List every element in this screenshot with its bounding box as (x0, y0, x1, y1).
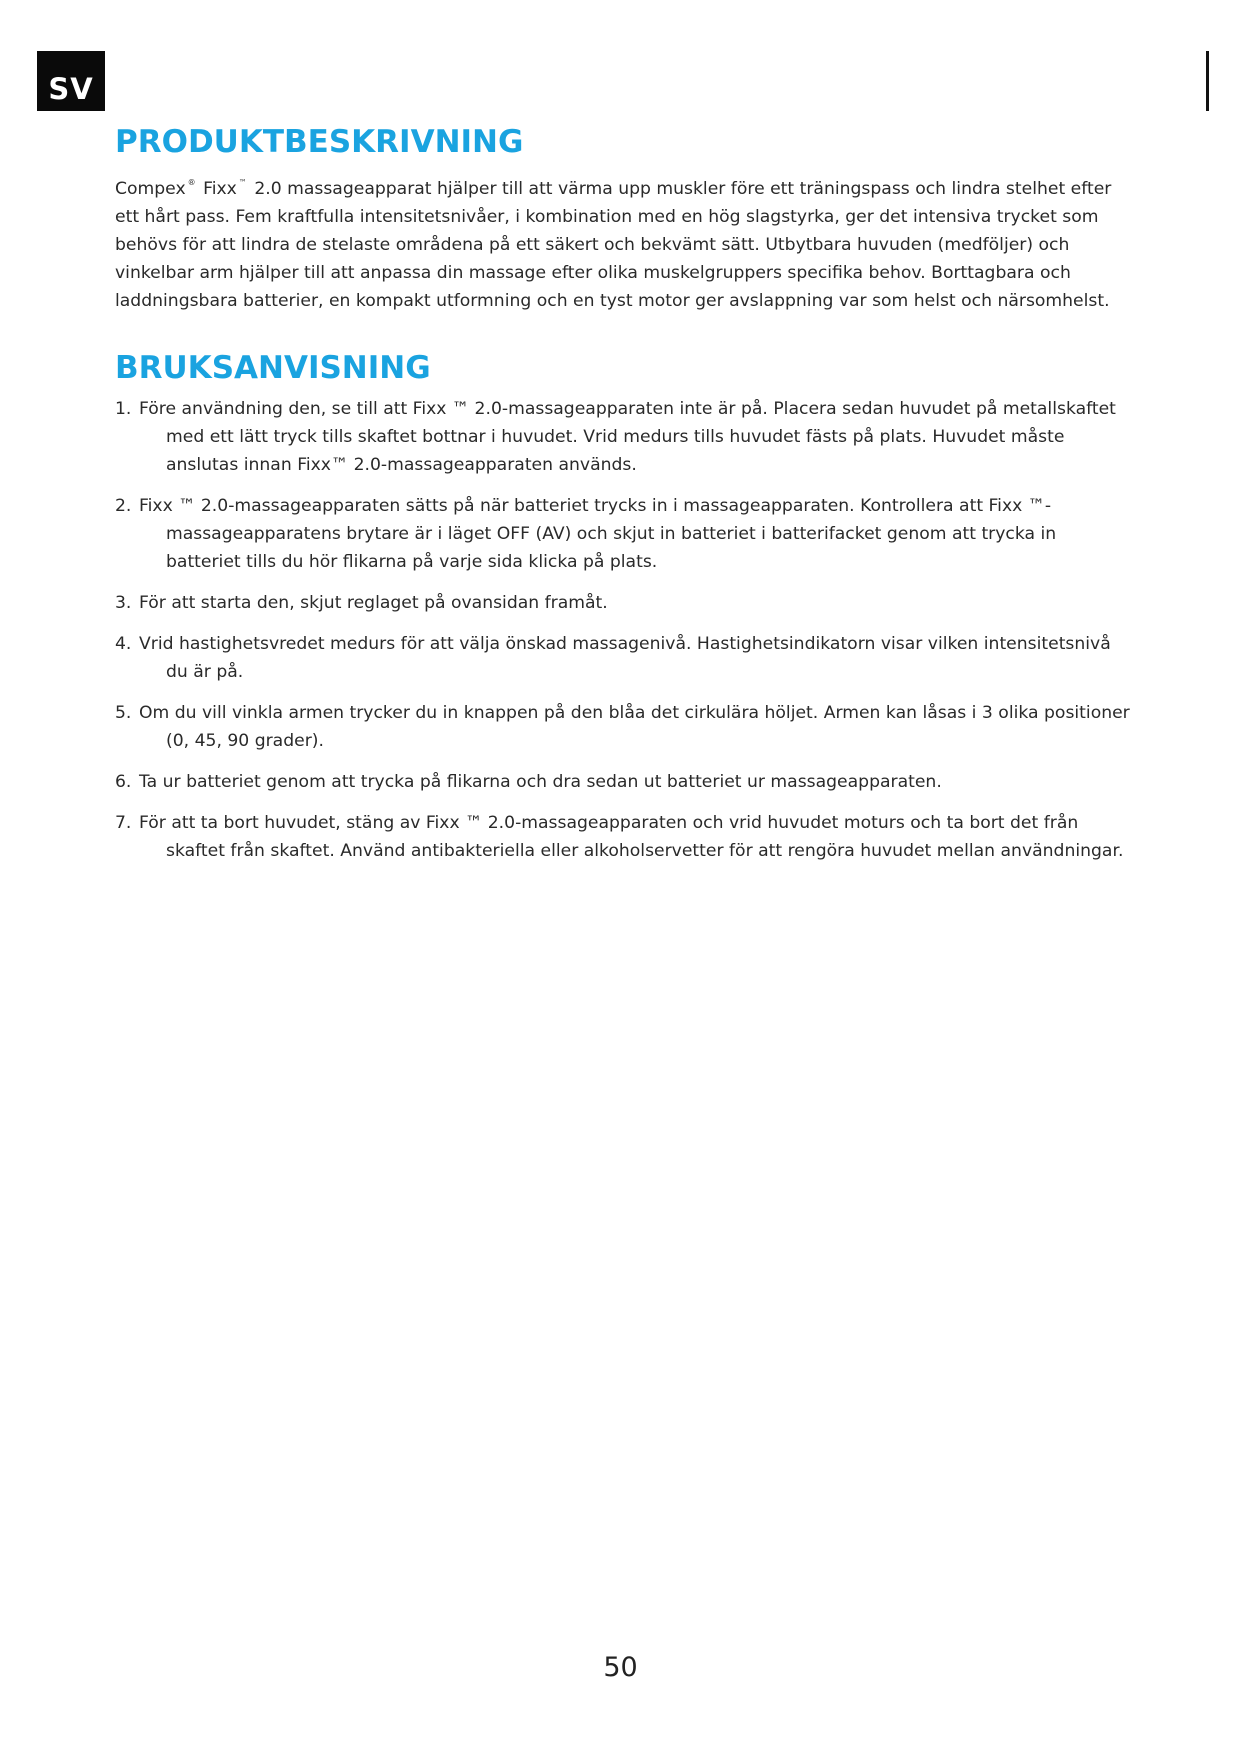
instruction-step (115, 395, 1135, 479)
instruction-step (115, 589, 1135, 617)
registered-mark: ® (187, 178, 196, 187)
step-text: Vrid hastighetsvredet medurs för att välja önskad massagenivå. Hastighetsindikatorn visar vilken intensitetsnivå du är på. (139, 634, 1111, 682)
instruction-list (115, 395, 1135, 878)
step-text: Om du vill vinkla armen trycker du in knappen på den blåa det cirkulära höljet. Armen kan låsas i 3 olika positioner (0, 45, 90 grader). (139, 703, 1130, 751)
corner-rule (1206, 51, 1209, 111)
step-text: Ta ur batteriet genom att trycka på flikarna och dra sedan ut batteriet ur massageapparaten. (139, 772, 942, 792)
section-title-instructions: BRUKSANVISNING (115, 350, 431, 386)
step-number: 4. (115, 634, 132, 654)
section-title-product-description: PRODUKTBESKRIVNING (115, 124, 524, 160)
product-name: Fixx (203, 179, 237, 199)
step-number: 3. (115, 593, 132, 613)
step-number: 1. (115, 399, 132, 419)
instruction-step (115, 768, 1135, 796)
step-number: 7. (115, 813, 132, 833)
description-body: 2.0 massageapparat hjälper till att värma upp muskler före ett träningspass och lindra stelhet efter ett hårt pass. Fem kraftfulla intensitetsnivåer, i kombination med en hög slagstyrka, ger det intensiva trycket som behövs för att lindra de stelaste områdena på ett säkert och bekvämt sätt. Utbytbara huvuden (medföljer) och vinkelbar arm hjälper till att anpassa din massage efter olika muskelgruppers specifika behov. Borttagbara och laddningsbara batterier, en kompakt utformning och en tyst motor ger avslappning var som helst och närsomhelst. (115, 179, 1112, 311)
page-number: 50 (603, 1652, 638, 1683)
step-number: 5. (115, 703, 132, 723)
instruction-step (115, 809, 1135, 865)
step-text: För att starta den, skjut reglaget på ovansidan framåt. (139, 593, 608, 613)
brand-name: Compex (115, 179, 186, 199)
instruction-step (115, 492, 1135, 576)
language-badge: SV (37, 51, 105, 111)
step-text: För att ta bort huvudet, stäng av Fixx ™ 2.0-massageapparaten och vrid huvudet moturs och ta bort det från skaftet från skaftet. Använd antibakteriella eller alkoholservetter för att rengöra huvudet mellan användningar. (139, 813, 1124, 861)
step-number: 6. (115, 772, 132, 792)
instruction-step (115, 630, 1135, 686)
product-description-paragraph (115, 169, 1115, 315)
trademark-mark: ™ (238, 178, 247, 187)
step-text: Fixx ™ 2.0-massageapparaten sätts på när batteriet trycks in i massageapparaten. Kontrollera att Fixx ™-massageapparatens brytare är i läget OFF (AV) och skjut in batteriet i batterifacket genom att trycka in batteriet tills du hör flikarna på varje sida klicka på plats. (139, 496, 1057, 572)
instruction-step (115, 699, 1135, 755)
step-text: Före användning den, se till att Fixx ™ 2.0-massageapparaten inte är på. Placera sedan huvudet på metallskaftet med ett lätt tryck tills skaftet bottnar i huvudet. Vrid medurs tills huvudet fästs på plats. Huvudet måste anslutas innan Fixx™ 2.0-massageapparaten används. (139, 399, 1116, 475)
step-number: 2. (115, 496, 132, 516)
